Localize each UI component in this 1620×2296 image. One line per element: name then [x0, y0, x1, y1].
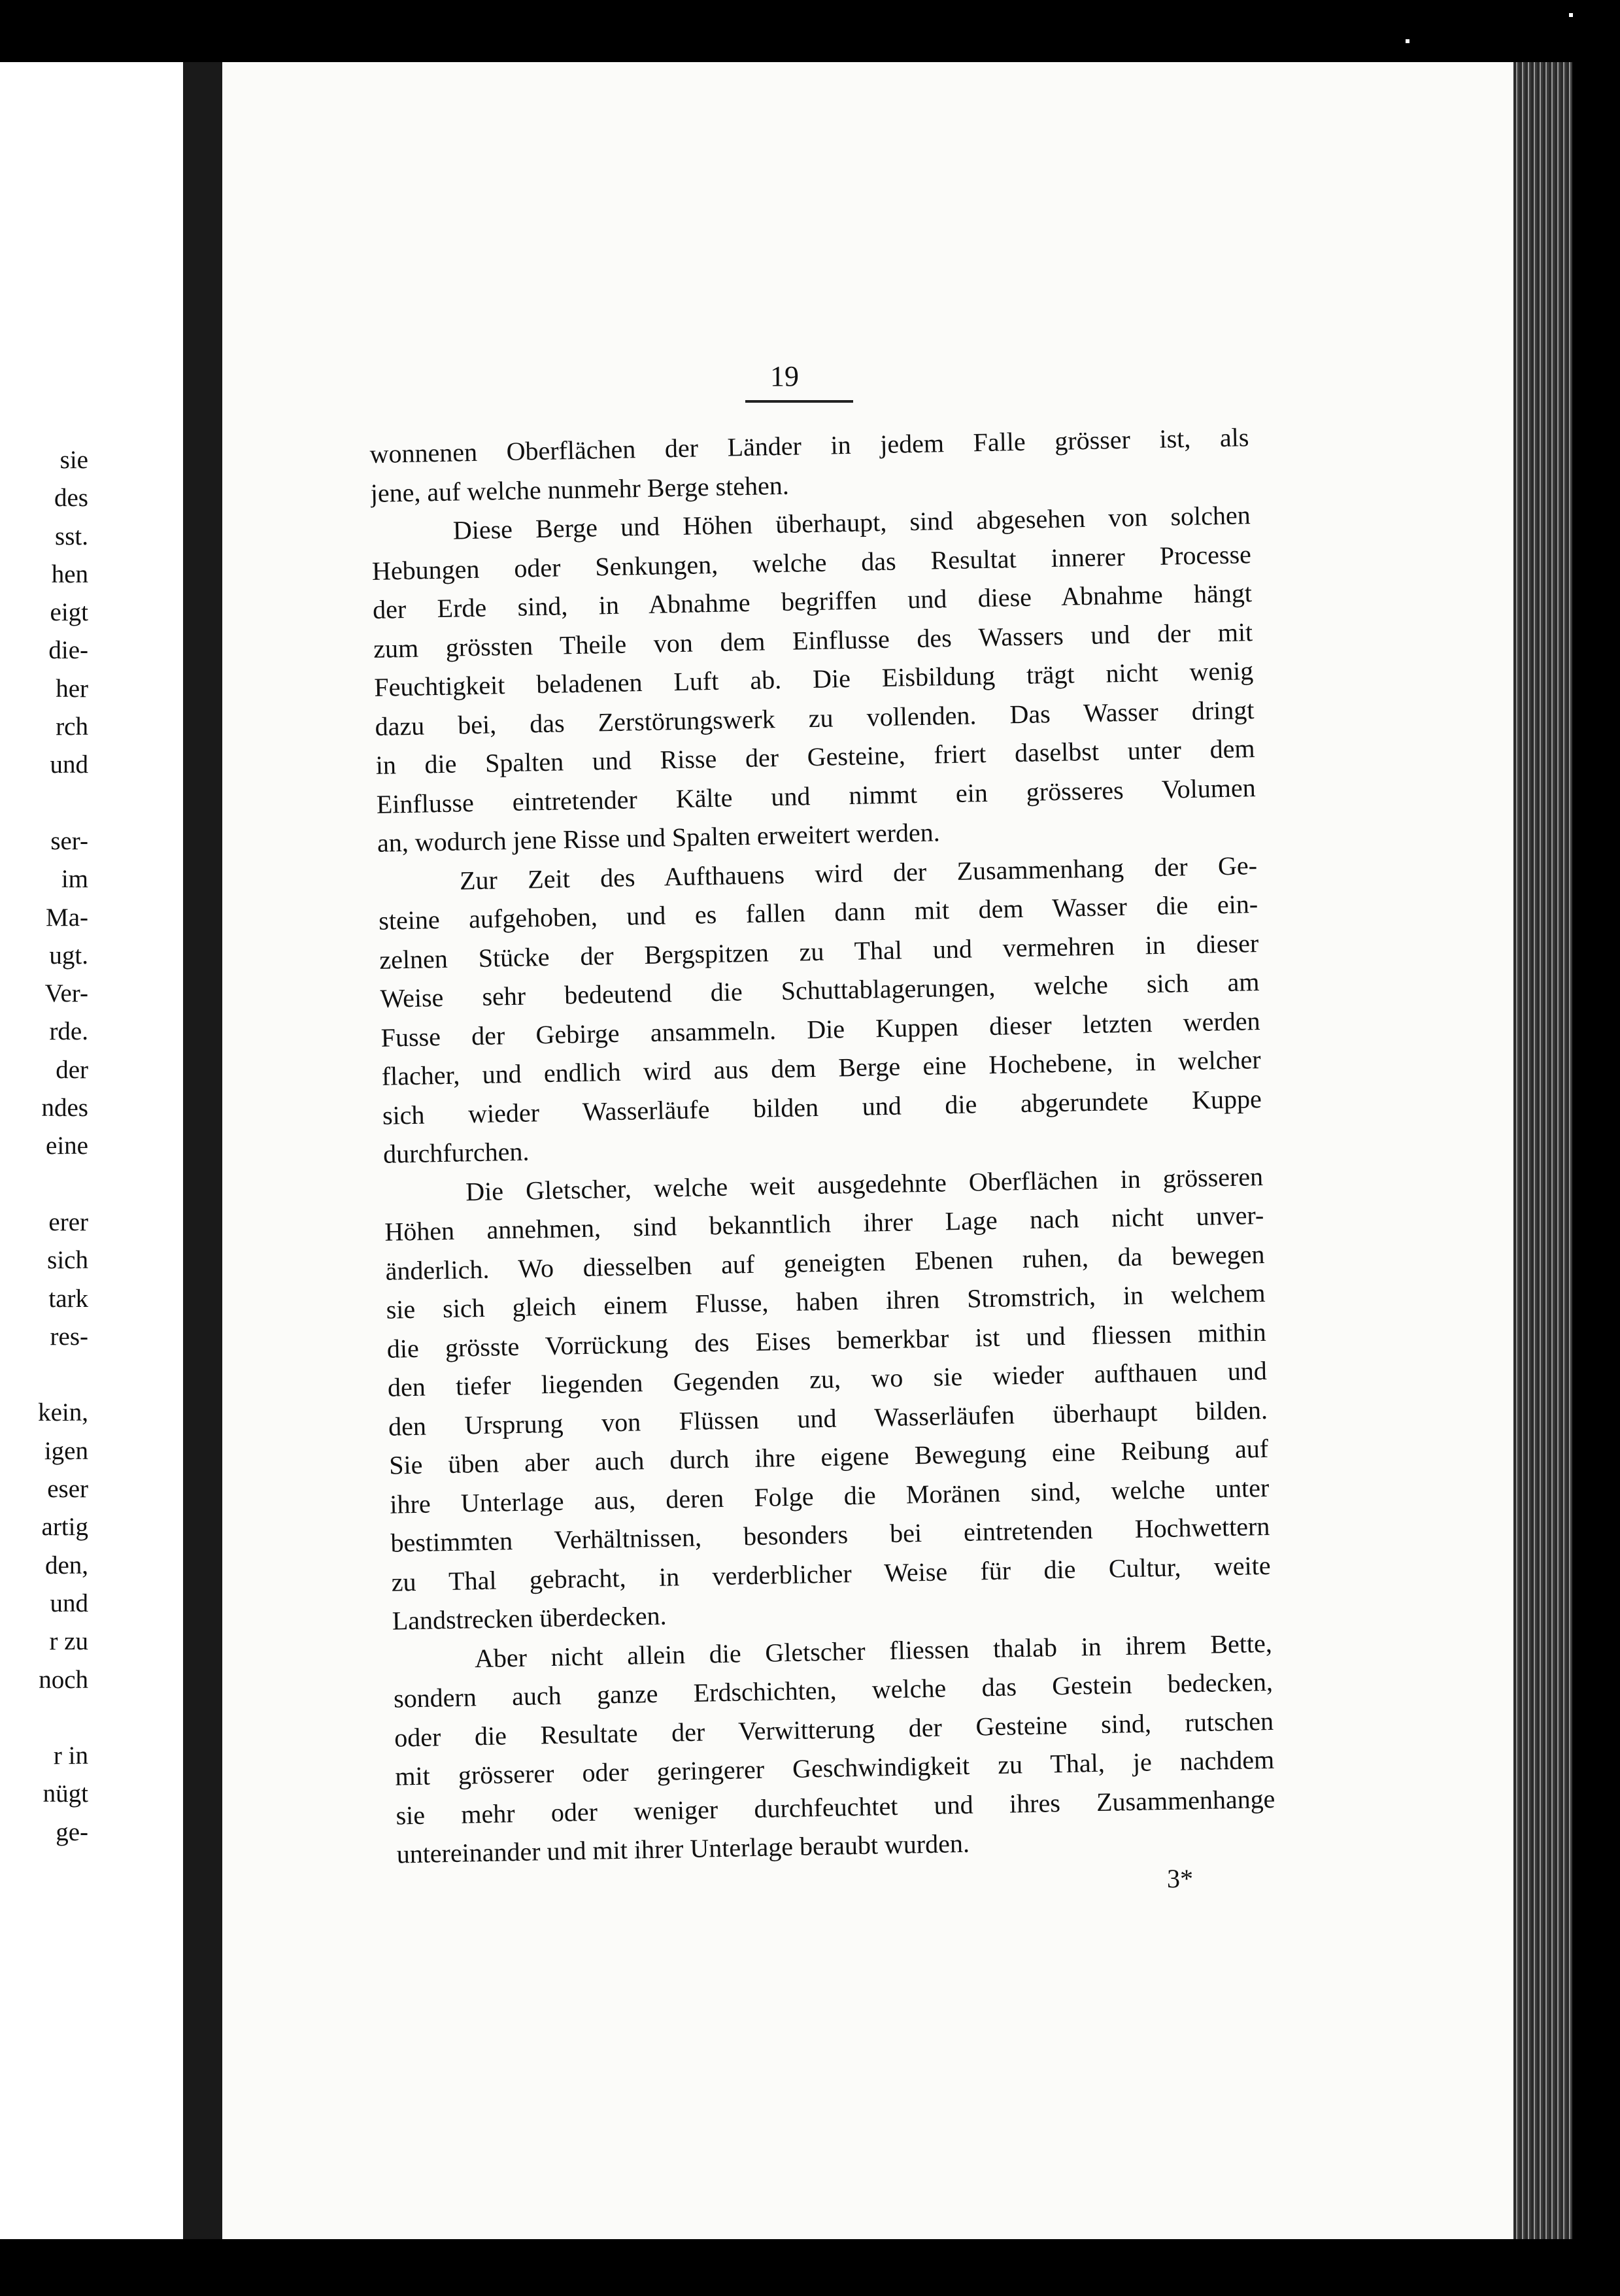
- facing-page-fragment: tark: [48, 1284, 88, 1313]
- facing-page-fragment: ser-: [50, 826, 88, 855]
- facing-page-fragment: ge-: [56, 1817, 88, 1846]
- facing-page-fragment: und: [50, 1589, 88, 1617]
- facing-page-fragment: r zu: [49, 1627, 88, 1656]
- text-line: sich wieder Wasserläufe bilden und die abgerundete Kuppe: [382, 1083, 1262, 1130]
- scan-speck: [1406, 39, 1409, 43]
- text-line: jene, auf welche nunmehr Berge stehen.: [370, 470, 790, 508]
- text-line: in die Spalten und Risse der Gesteine, friert daselbst unter dem: [375, 734, 1255, 780]
- facing-page-fragment: die-: [48, 636, 88, 665]
- paragraph: [392, 1623, 1276, 1874]
- facing-page-fragment: rch: [56, 713, 88, 741]
- facing-page-fragment: r in: [53, 1742, 88, 1770]
- facing-page-fragment: her: [56, 674, 88, 703]
- text-line: durchfurchen.: [382, 1136, 530, 1169]
- text-line: Zur Zeit des Aufthauens wird der Zusammenhang der Ge-: [459, 850, 1258, 895]
- facing-page-fragment: [0, 1699, 88, 1737]
- text-line: Aber nicht allein die Gletscher fliessen thalab in ihrem Bette,: [474, 1628, 1273, 1673]
- page-number-rule: [745, 400, 853, 403]
- text-line: Feuchtigkeit beladenen Luft ab. Die Eisbildung trägt nicht wenig: [373, 656, 1254, 702]
- facing-page-fragment: der: [56, 1055, 88, 1084]
- book-gutter: [183, 62, 222, 2239]
- facing-page-fragment: nügt: [42, 1780, 88, 1808]
- text-line: sondern auch ganze Erdschichten, welche das Gestein bedecken,: [393, 1666, 1274, 1714]
- facing-page-fragment: eser: [47, 1475, 88, 1504]
- facing-page-fragment: eigt: [50, 598, 88, 627]
- facing-page-fragment: sich: [47, 1246, 88, 1275]
- text-line: dazu bei, das Zerstörungswerk zu vollenden. Das Wasser dringt: [375, 694, 1255, 741]
- text-line: mit grösserer oder geringerer Geschwindigkeit zu Thal, je nachdem: [394, 1744, 1275, 1791]
- page-edges: [1513, 62, 1572, 2239]
- text-line: sie mehr oder weniger durchfeuchtet und ihres Zusammenhange: [396, 1783, 1275, 1831]
- facing-page-fragment: ugt.: [49, 941, 88, 970]
- facing-page-fragment: sst.: [55, 522, 88, 550]
- text-line: zelnen Stücke der Bergspitzen zu Thal und vermehren in dieser: [379, 928, 1259, 975]
- facing-page-fragment: [0, 1166, 88, 1204]
- text-line: der Erde sind, in Abnahme begriffen und diese Abnahme hängt: [372, 578, 1253, 624]
- facing-page-fragment: sie: [59, 446, 88, 474]
- text-line: an, wodurch jene Risse und Spalten erweitert werden.: [377, 817, 941, 858]
- text-line: Einflusse eintretender Kälte und nimmt ein grösseres Volumen: [376, 772, 1257, 819]
- text-line: Höhen annehmen, sind bekanntlich ihrer Lage nach nicht unver-: [384, 1200, 1264, 1247]
- facing-page-fragment: res-: [50, 1322, 88, 1351]
- text-line: Hebungen oder Senkungen, welche das Resultat innerer Processe: [371, 539, 1252, 586]
- text-line: flacher, und endlich wird aus dem Berge eine Hochebene, in welcher: [381, 1045, 1262, 1091]
- text-line: Fusse der Gebirge ansammeln. Die Kuppen dieser letzten werden: [380, 1005, 1260, 1053]
- facing-page-fragment: igen: [44, 1436, 88, 1465]
- facing-page-fragment: [0, 1356, 88, 1394]
- signature-mark: 3*: [1167, 1864, 1193, 1893]
- facing-page-text: [0, 441, 88, 1851]
- text-line: die grösste Vorrückung des Eises bemerkbar ist und fliessen mithin: [386, 1317, 1267, 1364]
- facing-page-fragment: eine: [46, 1132, 88, 1160]
- text-line: sie sich gleich einem Flusse, haben ihren Stromstrich, in welchem: [386, 1277, 1266, 1325]
- facing-page-fragment: und: [50, 751, 88, 779]
- facing-page-fragment: den,: [44, 1551, 88, 1579]
- text-line: steine aufgehoben, und es fallen dann mit dem Wasser die ein-: [378, 889, 1258, 936]
- text-line: bestimmten Verhältnissen, besonders bei eintretenden Hochwettern: [390, 1511, 1270, 1558]
- text-line: Sie üben aber auch durch ihre eigene Bewegung eine Reibung auf: [388, 1433, 1269, 1480]
- text-line: ihre Unterlage aus, deren Folge die Moränen sind, welche unter: [389, 1472, 1270, 1519]
- facing-page-fragment: im: [61, 865, 88, 894]
- facing-page-fragment: kein,: [38, 1398, 88, 1427]
- facing-page-fragment: hen: [51, 560, 88, 588]
- facing-page-fragment: noch: [39, 1665, 88, 1694]
- facing-page-fragment: des: [54, 484, 88, 513]
- facing-page-fragment: [0, 785, 88, 822]
- facing-page-fragment: artig: [41, 1513, 88, 1542]
- text-line: Landstrecken überdecken.: [392, 1600, 667, 1636]
- text-line: den tiefer liegenden Gegenden zu, wo sie wieder aufthauen und: [387, 1355, 1268, 1402]
- text-line: wonnenen Oberflächen der Länder in jedem Falle grösser ist, als: [369, 422, 1249, 469]
- paragraph: [371, 496, 1257, 862]
- text-line: zu Thal gebracht, in verderblicher Weise für die Cultur, weite: [391, 1550, 1271, 1597]
- text-line: untereinander und mit ihrer Unterlage beraubt wurden.: [396, 1828, 970, 1869]
- facing-page-fragment: rde.: [49, 1017, 88, 1046]
- body-text: [369, 418, 1276, 1874]
- text-line: zum grössten Theile von dem Einflusse des Wassers und der mit: [373, 616, 1253, 664]
- facing-page-fragment: Ver-: [44, 979, 88, 1008]
- text-line: änderlich. Wo diesselben auf geneigten Ebenen ruhen, da bewegen: [385, 1239, 1265, 1286]
- text-line: Die Gletscher, welche weit ausgedehnte Oberflächen in grösseren: [465, 1161, 1264, 1206]
- text-line: oder die Resultate der Verwitterung der Gesteine sind, rutschen: [394, 1706, 1274, 1753]
- facing-page-fragment: Ma-: [46, 903, 88, 932]
- scan-speck: [1569, 13, 1573, 17]
- text-line: den Ursprung von Flüssen und Wasserläufen überhaupt bilden.: [388, 1394, 1268, 1442]
- text-line: Diese Berge und Höhen überhaupt, sind abgesehen von solchen: [452, 500, 1251, 545]
- facing-page-fragment: ndes: [41, 1094, 88, 1123]
- page-number: 19: [770, 360, 799, 392]
- paragraph: [384, 1156, 1272, 1640]
- facing-page-fragment: erer: [48, 1207, 88, 1236]
- text-line: Weise sehr bedeutend die Schuttablagerungen, welche sich am: [380, 967, 1260, 1013]
- paragraph: [378, 846, 1263, 1174]
